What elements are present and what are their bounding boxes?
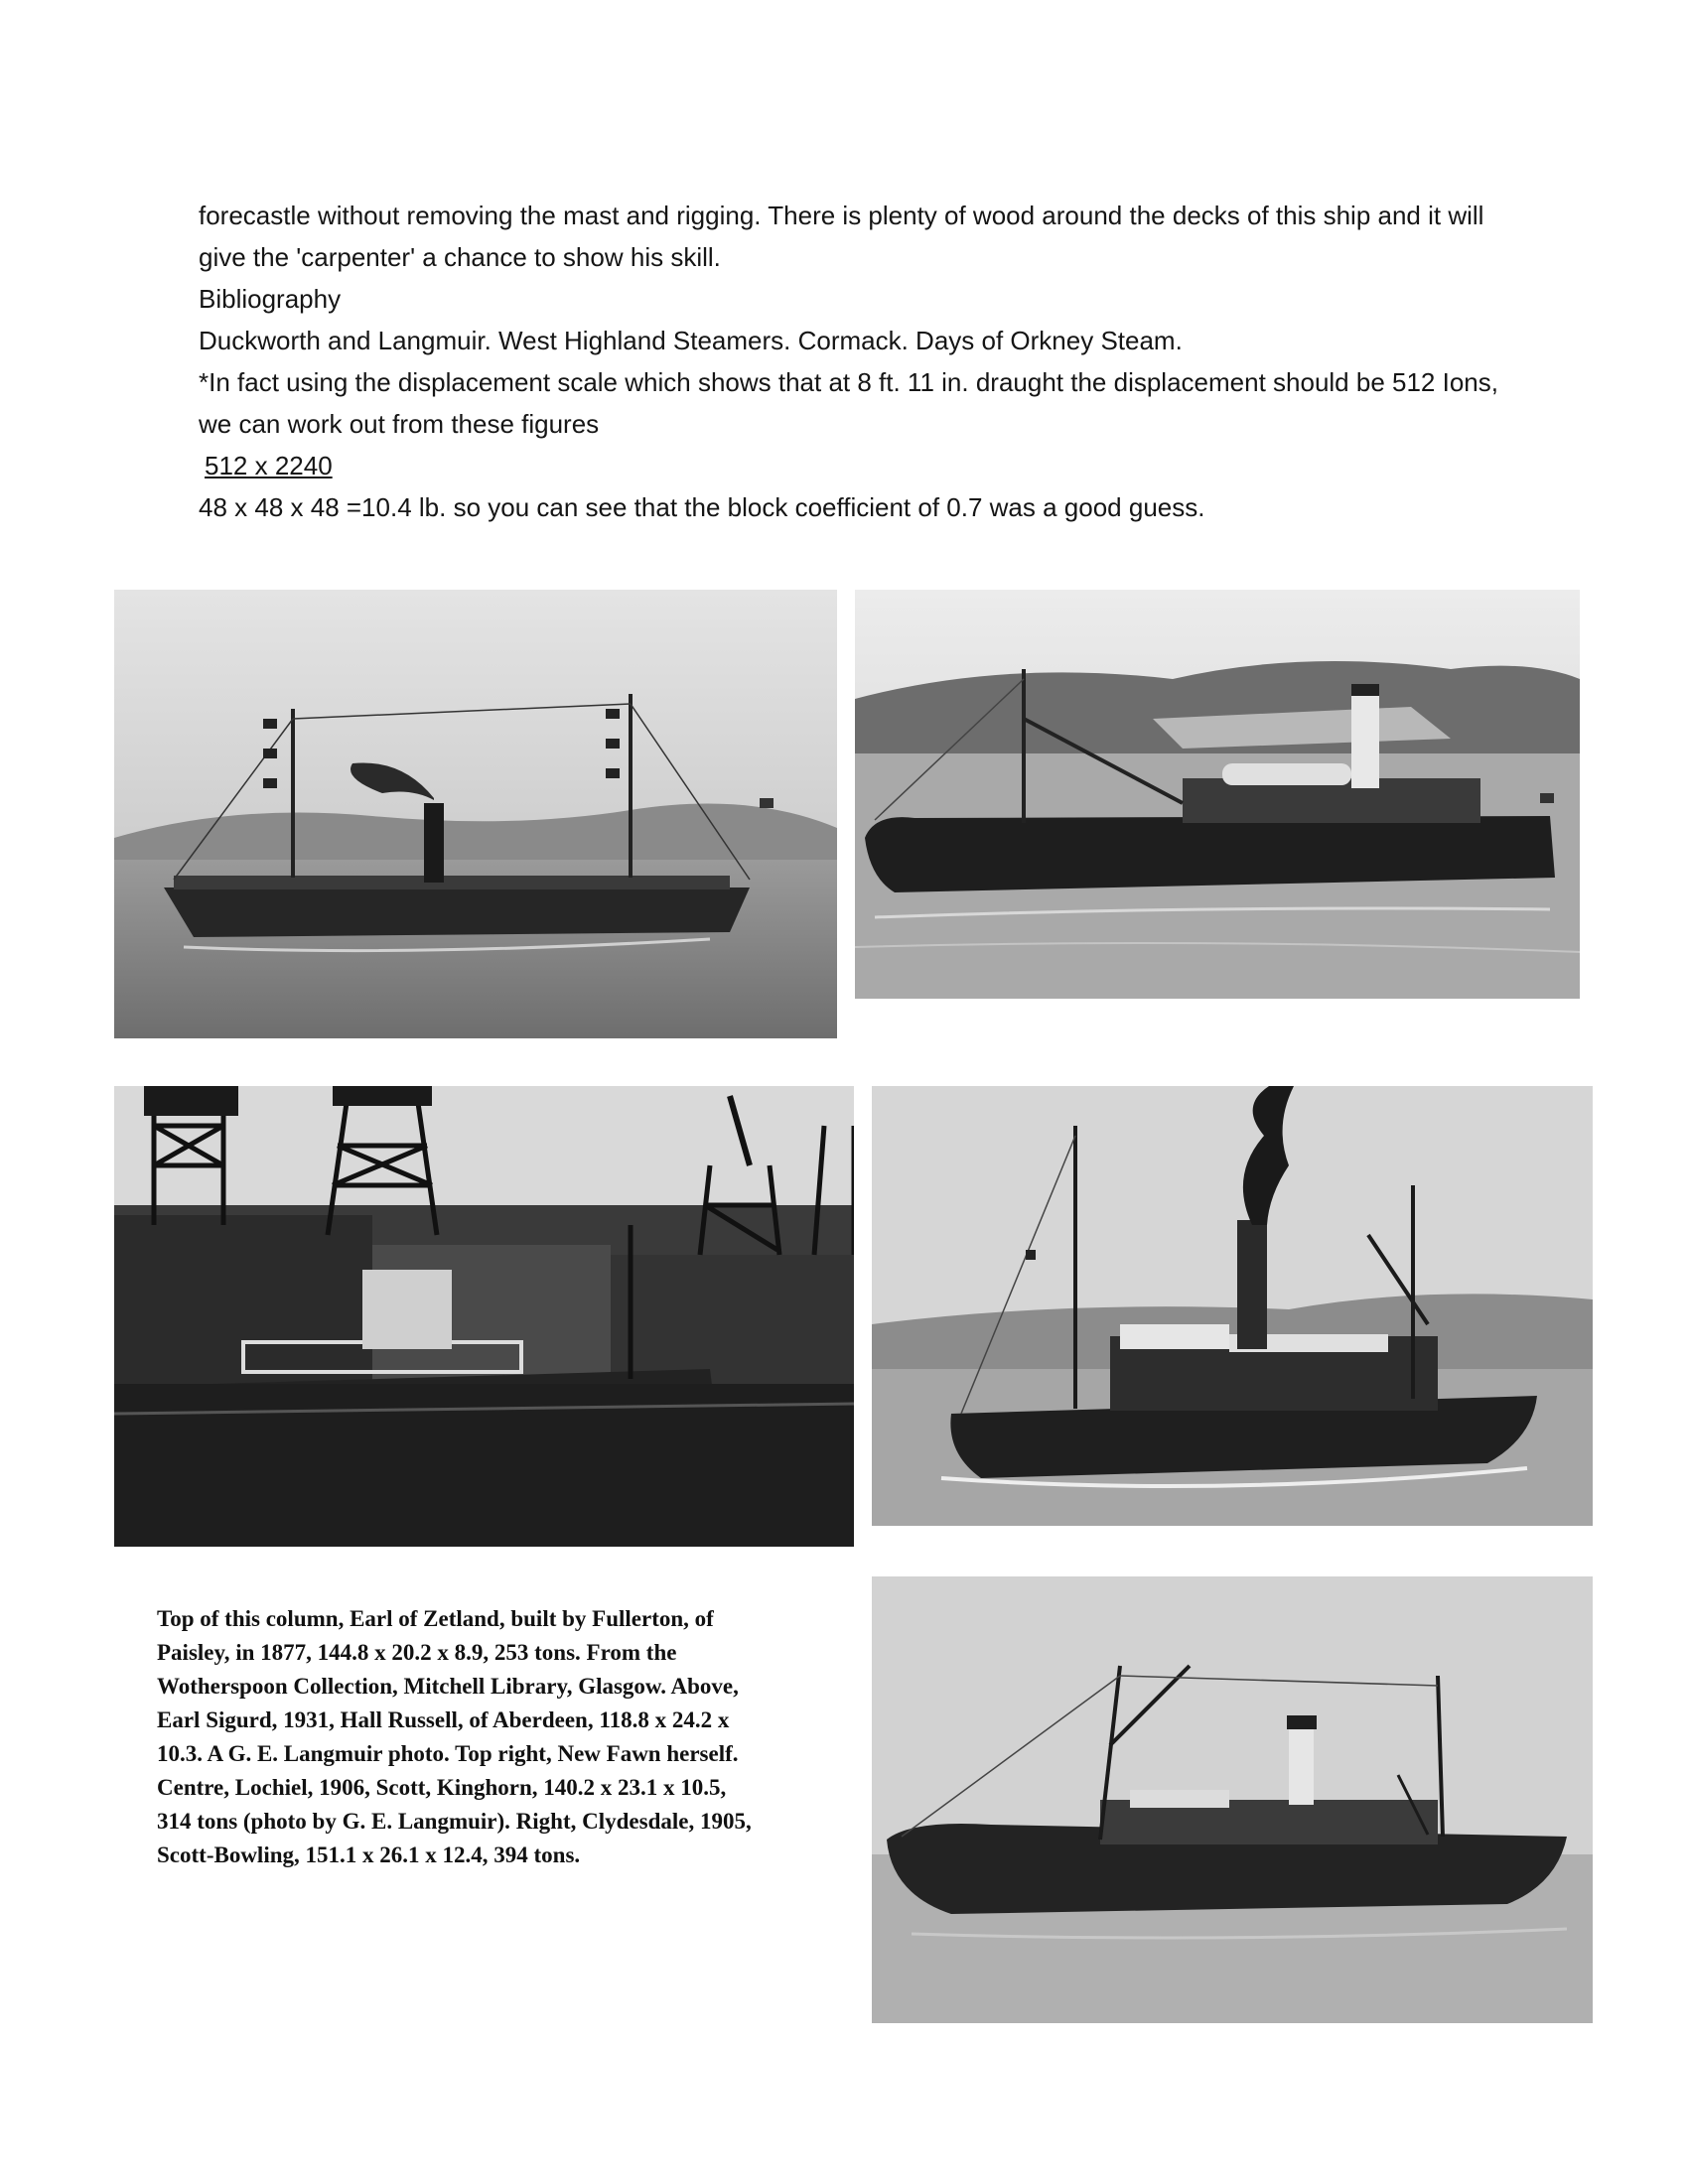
formula-result: 48 x 48 x 48 =10.4 lb. so you can see that the block coefficient of 0.7 was a good guess. bbox=[199, 492, 1205, 522]
photo-lochiel bbox=[872, 1086, 1593, 1526]
formula-numerator: 512 x 2240 bbox=[205, 451, 333, 480]
ship-photo-illustration bbox=[114, 590, 837, 1038]
bibliography-heading: Bibliography bbox=[199, 284, 342, 314]
photo-earl-sigurd bbox=[114, 1086, 854, 1547]
photo-earl-of-zetland bbox=[114, 590, 837, 1038]
ship-photo-illustration bbox=[114, 1086, 854, 1547]
photo-caption: Top of this column, Earl of Zetland, built by Fullerton, of Paisley, in 1877, 144.8 x 20.2 x 8.9, 253 tons. From the Wotherspoon Collection, Mitchell Library, Glasgow. Above, Earl Sigurd, 1931, Hall Russell, of Aberdeen, 118.8 x 24.2 x 10.3. A G. E. Langmuir photo. Top right, New Fawn herself. Centre, Lochiel, 1906, Scott, Kinghorn, 140.2 x 23.1 x 10.5, 314 tons (photo by G. E. Langmuir). Right, Clydesdale, 1905, Scott-Bowling, 151.1 x 26.1 x 12.4, 394 tons. bbox=[157, 1606, 752, 1867]
ship-photo-illustration bbox=[872, 1576, 1593, 2023]
bibliography-entry: Duckworth and Langmuir. West Highland Steamers. Cormack. Days of Orkney Steam. bbox=[199, 326, 1183, 355]
photo-new-fawn bbox=[855, 590, 1580, 999]
article-paragraph: forecastle without removing the mast and rigging. There is plenty of wood around the decks of this ship and it will give the 'carpenter' a chance to show his skill. bbox=[199, 201, 1484, 272]
ship-photo-illustration bbox=[855, 590, 1580, 999]
photo-clydesdale bbox=[872, 1576, 1593, 2023]
footnote: *In fact using the displacement scale which shows that at 8 ft. 11 in. draught the displacement should be 512 Ions, we can work out from these figures bbox=[199, 367, 1498, 439]
article-text bbox=[199, 195, 1529, 528]
ship-photo-illustration bbox=[872, 1086, 1593, 1526]
